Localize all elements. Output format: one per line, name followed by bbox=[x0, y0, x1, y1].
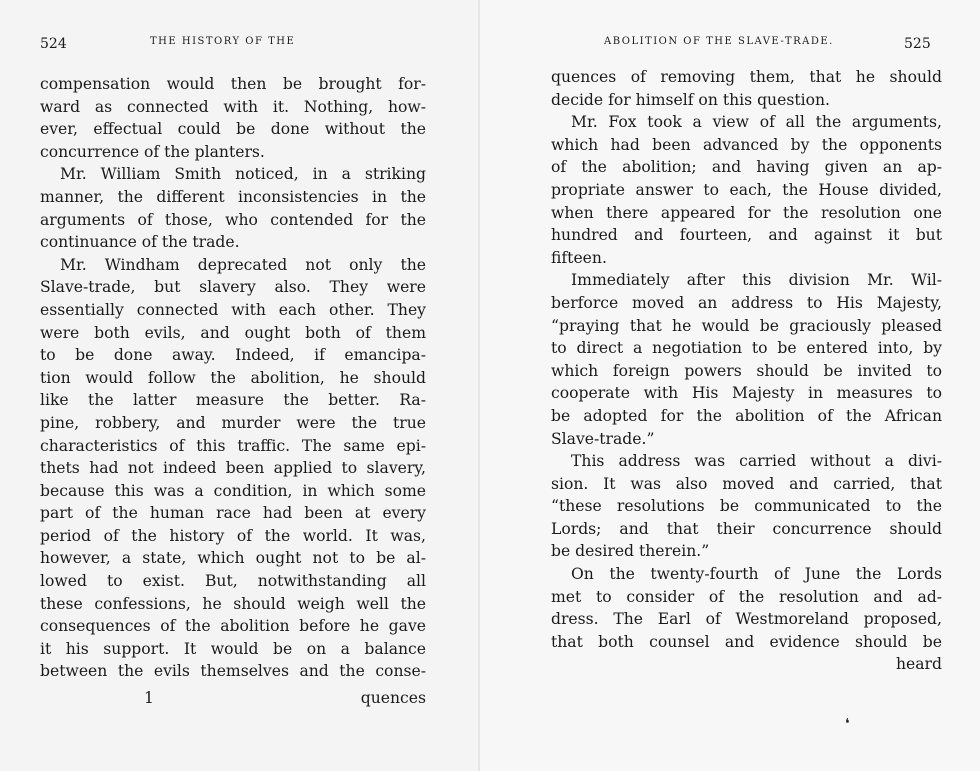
text-line: Mr. Fox took a view of all the arguments, bbox=[571, 113, 942, 132]
left-body-text bbox=[40, 73, 426, 683]
text-line: which foreign powers should be invited to bbox=[551, 361, 942, 380]
text-line: essentially connected with each other. They bbox=[40, 300, 426, 319]
text-line: which had been advanced by the opponents bbox=[551, 135, 942, 154]
text-line: be adopted for the abolition of the African bbox=[551, 406, 942, 425]
text-line: when there appeared for the resolution one bbox=[551, 203, 942, 222]
catchword: quences bbox=[360, 689, 426, 707]
text-line: arguments of those, who contended for the bbox=[40, 210, 426, 229]
left-running-head: THE HISTORY OF THE bbox=[150, 36, 296, 47]
text-line: dress. The Earl of Westmoreland proposed, bbox=[551, 610, 942, 629]
text-line: propriate answer to each, the House divided, bbox=[551, 180, 942, 199]
text-line: heard bbox=[895, 655, 942, 674]
text-line: concurrence of the planters. bbox=[40, 142, 265, 161]
text-line: “these resolutions be communicated to the bbox=[551, 497, 942, 516]
text-line: like the latter measure the better. Ra- bbox=[40, 391, 426, 410]
text-line: between the evils themselves and the conse- bbox=[40, 662, 426, 681]
ink-speck: ❛ bbox=[845, 716, 850, 732]
text-line: quences of removing them, that he should bbox=[551, 68, 942, 86]
text-line: part of the human race had been at every bbox=[40, 504, 426, 523]
text-line: period of the history of the world. It was, bbox=[40, 526, 426, 545]
text-line: pine, robbery, and murder were the true bbox=[40, 413, 426, 432]
right-page bbox=[480, 0, 980, 771]
text-line: compensation would then be brought for- bbox=[40, 75, 426, 93]
text-line: it his support. It would be on a balance bbox=[40, 639, 426, 658]
left-page bbox=[0, 0, 480, 771]
text-line: be desired therein.” bbox=[551, 542, 710, 561]
text-line: ever, effectual could be done without the bbox=[40, 120, 426, 139]
text-line: continuance of the trade. bbox=[40, 233, 240, 252]
text-line: On the twenty-fourth of June the Lords bbox=[571, 565, 942, 584]
signature-mark: 1 bbox=[144, 689, 154, 707]
text-line: Immediately after this division Mr. Wil- bbox=[571, 271, 942, 290]
text-line: however, a state, which ought not to be al- bbox=[40, 549, 426, 568]
text-line: sion. It was also moved and carried, that bbox=[551, 474, 942, 493]
text-line: of the abolition; and having given an ap- bbox=[551, 158, 942, 177]
text-line: hundred and fourteen, and against it but bbox=[551, 226, 942, 245]
right-page-number: 525 bbox=[904, 36, 931, 52]
text-line: Mr. William Smith noticed, in a striking bbox=[60, 165, 426, 184]
text-line: that both counsel and evidence should be bbox=[551, 632, 942, 651]
text-line: because this was a condition, in which some bbox=[40, 481, 426, 500]
text-line: met to consider of the resolution and ad- bbox=[551, 587, 942, 606]
text-line: ward as connected with it. Nothing, how- bbox=[40, 97, 426, 116]
text-line: berforce moved an address to His Majesty, bbox=[551, 293, 942, 312]
text-line: to direct a negotiation to be entered into, by bbox=[551, 339, 942, 358]
right-body-text bbox=[551, 66, 942, 676]
left-page-number: 524 bbox=[40, 36, 67, 52]
text-line: lowed to exist. But, notwithstanding all bbox=[40, 572, 426, 591]
text-line: This address was carried without a divi- bbox=[571, 452, 942, 471]
text-line: cooperate with His Majesty in measures to bbox=[551, 384, 942, 403]
text-line: Slave-trade, but slavery also. They were bbox=[40, 278, 426, 297]
text-line: these confessions, he should weigh well the bbox=[40, 594, 426, 613]
text-line: manner, the different inconsistencies in the bbox=[40, 187, 426, 206]
text-line: Mr. Windham deprecated not only the bbox=[60, 255, 426, 274]
text-line: to be done away. Indeed, if emancipa- bbox=[40, 346, 426, 365]
text-line: were both evils, and ought both of them bbox=[40, 323, 426, 342]
right-running-head: ABOLITION OF THE SLAVE-TRADE. bbox=[604, 36, 834, 47]
text-line: fifteen. bbox=[551, 248, 607, 267]
text-line: characteristics of this traffic. The same epi- bbox=[40, 436, 426, 455]
text-line: decide for himself on this question. bbox=[551, 90, 830, 109]
text-line: “praying that he would be graciously pleased bbox=[551, 316, 942, 335]
text-line: tion would follow the abolition, he should bbox=[40, 368, 426, 387]
text-line: consequences of the abolition before he gave bbox=[40, 617, 426, 636]
text-line: Lords; and that their concurrence should bbox=[551, 519, 942, 538]
text-line: thets had not indeed been applied to slavery, bbox=[40, 459, 426, 478]
text-line: Slave-trade.” bbox=[551, 429, 655, 448]
